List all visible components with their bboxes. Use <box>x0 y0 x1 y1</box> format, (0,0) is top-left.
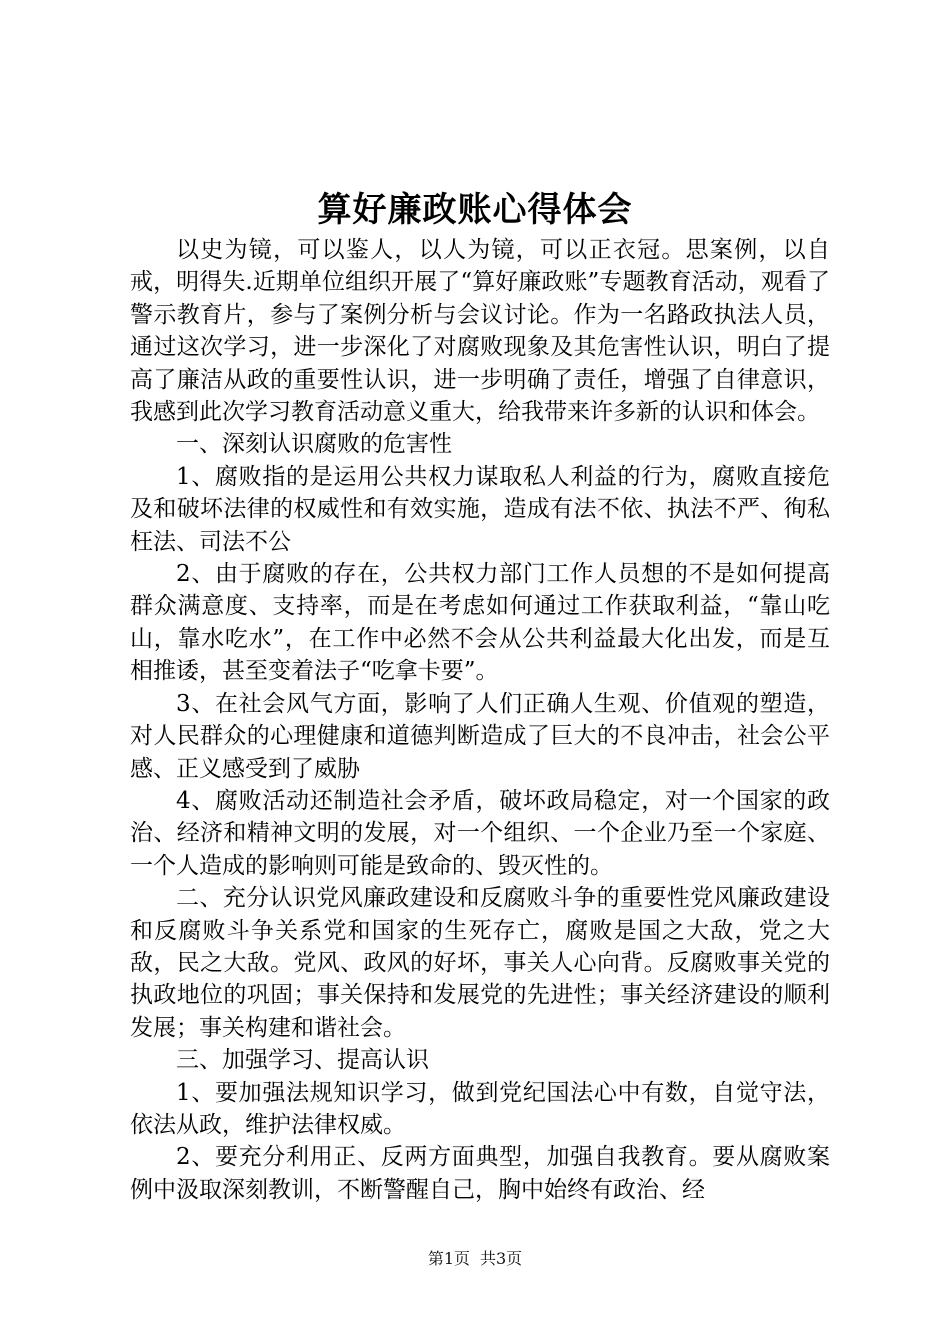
paragraph-item: 2、由于腐败的存在，公共权力部门工作人员想的不是如何提高群众满意度、支持率，而是在考虑如何通过工作获取利益，“靠山吃山，靠水吃水”，在工作中必然不会从公共利益最大化出发，而是互相推诿，甚至变着法子“吃拿卡要”。 <box>130 561 830 685</box>
paragraph-item: 1、腐败指的是运用公共权力谋取私人利益的行为，腐败直接危及和破坏法律的权威性和有效实施，造成有法不依、执法不严、徇私枉法、司法不公 <box>130 463 830 555</box>
document-body <box>130 234 830 1206</box>
section-heading-3: 三、加强学习、提高认识 <box>176 1047 429 1074</box>
paragraph-item: 4、腐败活动还制造社会矛盾，破坏政局稳定，对一个国家的政治、经济和精神文明的发展，对一个组织、一个企业乃至一个家庭、一个人造成的影响则可能是致命的、毁灭性的。 <box>130 787 830 879</box>
paragraph-item: 2、要充分利用正、反两方面典型，加强自我教育。要从腐败案例中汲取深刻教训，不断警醒自己，胸中始终有政治、经 <box>130 1144 830 1203</box>
page-total: 共3页 <box>480 1249 523 1268</box>
paragraph-item: 3、在社会风气方面，影响了人们正确人生观、价值观的塑造，对人民群众的心理健康和道德判断造成了巨大的不良冲击，社会公平感、正义感受到了威胁 <box>130 690 830 782</box>
section-heading-1: 一、深刻认识腐败的危害性 <box>176 431 452 458</box>
document-title: 算好廉政账心得体会 <box>317 190 633 230</box>
paragraph-item: 1、要加强法规知识学习，做到党纪国法心中有数，自觉守法，依法从政，维护法律权威。 <box>130 1079 830 1138</box>
section-heading-2: 二、充分认识党风廉政建设和反腐败斗争的重要性党风廉政建设和反腐败斗争关系党和国家的生死存亡，腐败是国之大敌，党之大敌，民之大敌。党风、政风的好坏，事关人心向背。反腐败事关党的执政地位的巩固；事关保持和发展党的先进性；事关经济建设的顺利发展；事关构建和谐社会。 <box>130 885 830 1041</box>
paragraph-intro: 以史为镜，可以鉴人，以人为镜，可以正衣冠。思案例，以自戒，明得失.近期单位组织开展了“算好廉政账”专题教育活动，观看了警示教育片，参与了案例分析与会议讨论。作为一名路政执法人员，通过这次学习，进一步深化了对腐败现象及其危害性认识，明白了提高了廉洁从政的重要性认识，进一步明确了责任，增强了自律意识，我感到此次学习教育活动意义重大，给我带来许多新的认识和体会。 <box>130 237 830 426</box>
page-number: 第1页 <box>427 1249 470 1268</box>
page-footer <box>0 1246 950 1269</box>
